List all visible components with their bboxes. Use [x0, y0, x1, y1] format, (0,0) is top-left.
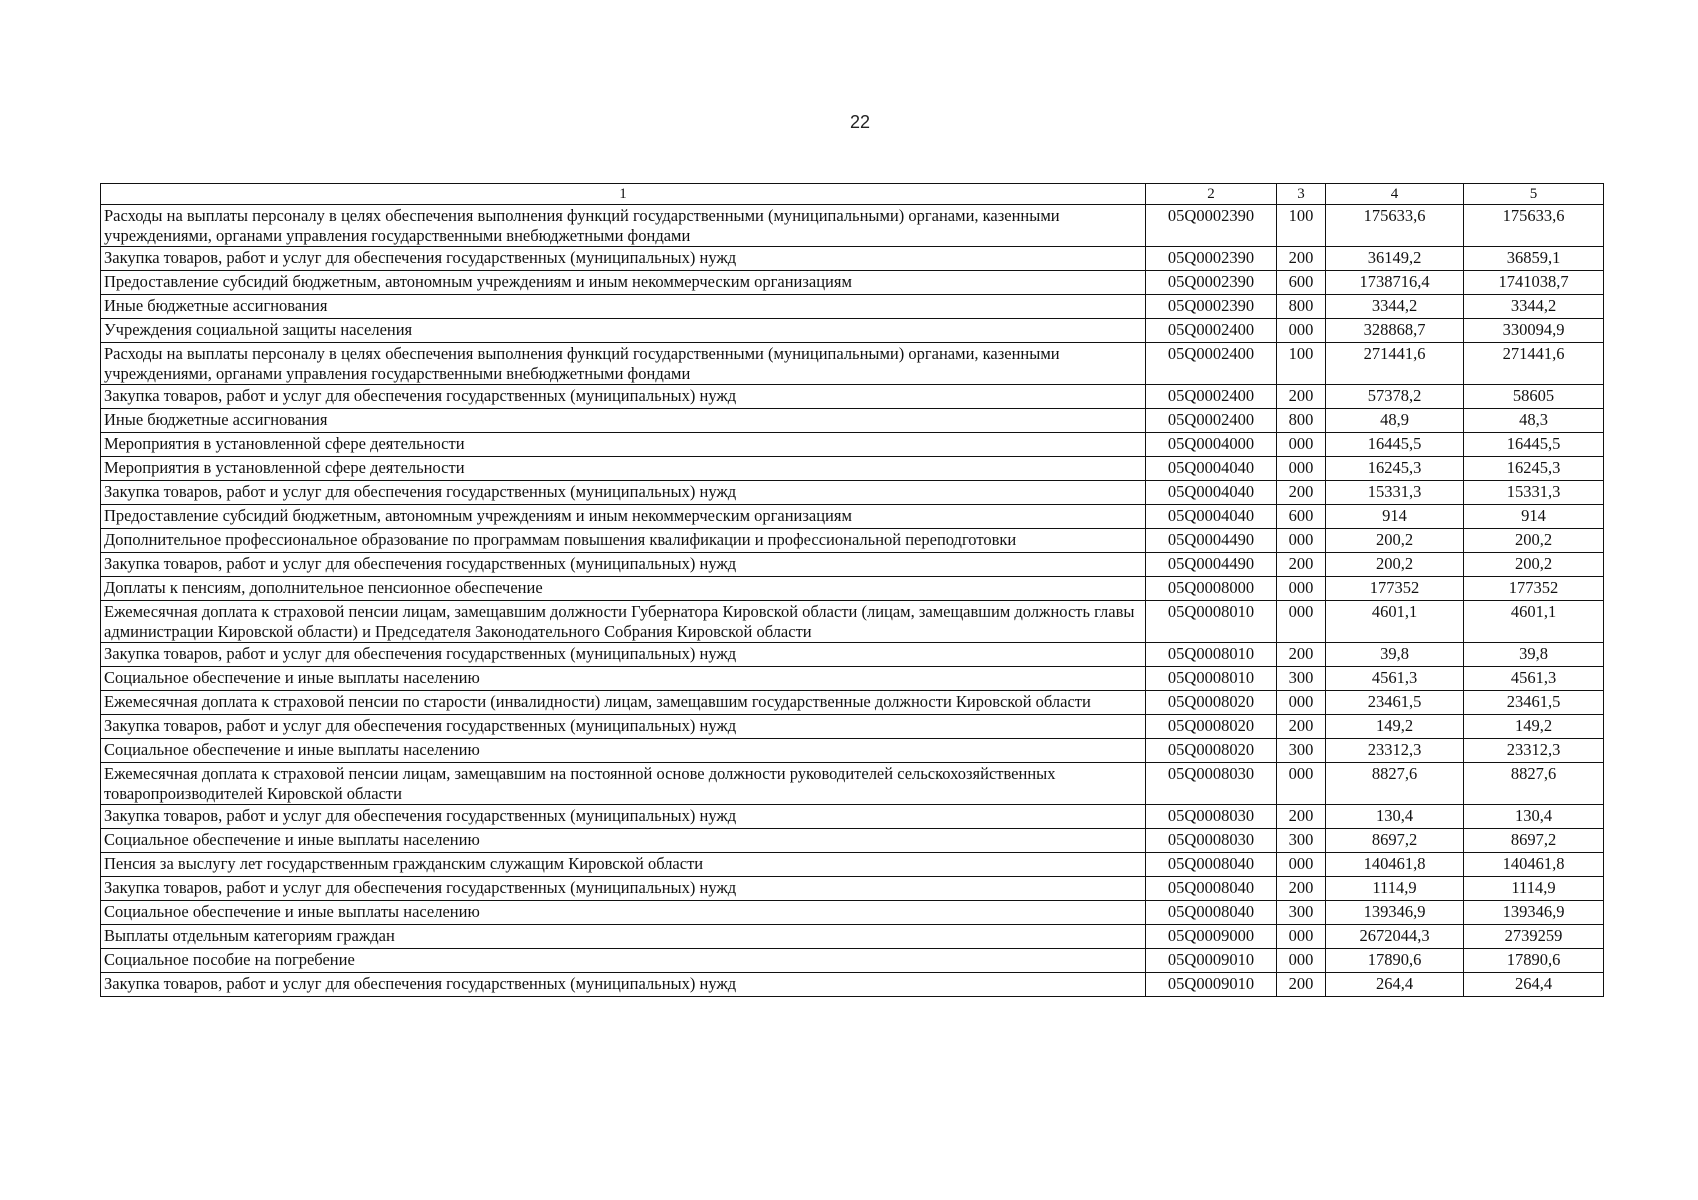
row-name-cell: Закупка товаров, работ и услуг для обеспечения государственных (муниципальных) нужд — [101, 481, 1146, 505]
row-type-cell: 000 — [1277, 853, 1326, 877]
row-name-cell: Иные бюджетные ассигнования — [101, 409, 1146, 433]
table-row — [101, 247, 1604, 271]
table-row — [101, 763, 1604, 805]
row-code-cell: 05Q0004040 — [1146, 457, 1277, 481]
row-name-cell: Мероприятия в установленной сфере деятельности — [101, 433, 1146, 457]
row-value-col4-cell: 48,9 — [1326, 409, 1464, 433]
table-row — [101, 853, 1604, 877]
row-type-cell: 800 — [1277, 295, 1326, 319]
row-value-col4-cell: 4601,1 — [1326, 601, 1464, 643]
row-code-cell: 05Q0008000 — [1146, 577, 1277, 601]
header-row — [101, 184, 1604, 205]
row-value-col4-cell: 39,8 — [1326, 643, 1464, 667]
row-name-cell: Социальное обеспечение и иные выплаты населению — [101, 667, 1146, 691]
row-value-col4-cell: 200,2 — [1326, 529, 1464, 553]
table-row — [101, 205, 1604, 247]
header-col-4: 4 — [1326, 184, 1464, 205]
row-code-cell: 05Q0008030 — [1146, 829, 1277, 853]
row-type-cell: 100 — [1277, 343, 1326, 385]
row-value-col5-cell: 271441,6 — [1464, 343, 1604, 385]
row-code-cell: 05Q0002390 — [1146, 271, 1277, 295]
table-row — [101, 529, 1604, 553]
row-type-cell: 000 — [1277, 925, 1326, 949]
table-row — [101, 643, 1604, 667]
row-name-cell: Расходы на выплаты персоналу в целях обеспечения выполнения функций государственными (муниципальными) органами, казенными учреждениями, органами управления государственными внебюджетными фондами — [101, 205, 1146, 247]
row-value-col5-cell: 8827,6 — [1464, 763, 1604, 805]
row-type-cell: 200 — [1277, 715, 1326, 739]
row-value-col4-cell: 130,4 — [1326, 805, 1464, 829]
row-value-col4-cell: 16245,3 — [1326, 457, 1464, 481]
row-value-col5-cell: 23461,5 — [1464, 691, 1604, 715]
row-value-col4-cell: 271441,6 — [1326, 343, 1464, 385]
row-value-col4-cell: 914 — [1326, 505, 1464, 529]
row-value-col5-cell: 264,4 — [1464, 973, 1604, 997]
row-code-cell: 05Q0009010 — [1146, 949, 1277, 973]
table-row — [101, 973, 1604, 997]
row-name-cell: Социальное обеспечение и иные выплаты населению — [101, 901, 1146, 925]
page-number: 22 — [849, 112, 871, 132]
row-value-col5-cell: 8697,2 — [1464, 829, 1604, 853]
row-code-cell: 05Q0008010 — [1146, 643, 1277, 667]
row-name-cell: Социальное пособие на погребение — [101, 949, 1146, 973]
header-col-1: 1 — [101, 184, 1146, 205]
row-name-cell: Ежемесячная доплата к страховой пенсии лицам, замещавшим должности Губернатора Кировской области (лицам, замещавшим должность главы администрации Кировской области) и Председателя Законодательного Собрания Кировской области — [101, 601, 1146, 643]
header-col-5: 5 — [1464, 184, 1604, 205]
row-code-cell: 05Q0008040 — [1146, 853, 1277, 877]
row-value-col5-cell: 130,4 — [1464, 805, 1604, 829]
row-value-col5-cell: 23312,3 — [1464, 739, 1604, 763]
row-value-col5-cell: 48,3 — [1464, 409, 1604, 433]
row-type-cell: 200 — [1277, 247, 1326, 271]
row-value-col4-cell: 200,2 — [1326, 553, 1464, 577]
row-type-cell: 200 — [1277, 805, 1326, 829]
row-value-col4-cell: 36149,2 — [1326, 247, 1464, 271]
row-value-col4-cell: 16445,5 — [1326, 433, 1464, 457]
row-name-cell: Закупка товаров, работ и услуг для обеспечения государственных (муниципальных) нужд — [101, 247, 1146, 271]
row-code-cell: 05Q0008020 — [1146, 715, 1277, 739]
table-row — [101, 739, 1604, 763]
row-value-col5-cell: 330094,9 — [1464, 319, 1604, 343]
row-value-col4-cell: 149,2 — [1326, 715, 1464, 739]
row-value-col4-cell: 8827,6 — [1326, 763, 1464, 805]
table-row — [101, 949, 1604, 973]
row-code-cell: 05Q0002390 — [1146, 205, 1277, 247]
row-value-col4-cell: 2672044,3 — [1326, 925, 1464, 949]
row-value-col5-cell: 200,2 — [1464, 529, 1604, 553]
row-name-cell: Закупка товаров, работ и услуг для обеспечения государственных (муниципальных) нужд — [101, 385, 1146, 409]
row-code-cell: 05Q0004040 — [1146, 505, 1277, 529]
row-value-col5-cell: 4601,1 — [1464, 601, 1604, 643]
row-value-col5-cell: 15331,3 — [1464, 481, 1604, 505]
row-value-col4-cell: 57378,2 — [1326, 385, 1464, 409]
table-body — [101, 205, 1604, 997]
row-value-col4-cell: 139346,9 — [1326, 901, 1464, 925]
row-code-cell: 05Q0009000 — [1146, 925, 1277, 949]
row-type-cell: 000 — [1277, 577, 1326, 601]
table-row — [101, 601, 1604, 643]
row-type-cell: 000 — [1277, 691, 1326, 715]
row-name-cell: Закупка товаров, работ и услуг для обеспечения государственных (муниципальных) нужд — [101, 973, 1146, 997]
row-name-cell: Пенсия за выслугу лет государственным гражданским служащим Кировской области — [101, 853, 1146, 877]
row-code-cell: 05Q0008030 — [1146, 763, 1277, 805]
row-value-col5-cell: 1741038,7 — [1464, 271, 1604, 295]
row-type-cell: 000 — [1277, 319, 1326, 343]
budget-table — [100, 183, 1604, 997]
row-type-cell: 000 — [1277, 457, 1326, 481]
row-code-cell: 05Q0008020 — [1146, 691, 1277, 715]
row-code-cell: 05Q0002400 — [1146, 343, 1277, 385]
row-value-col5-cell: 4561,3 — [1464, 667, 1604, 691]
table-row — [101, 577, 1604, 601]
row-code-cell: 05Q0008040 — [1146, 877, 1277, 901]
table-row — [101, 271, 1604, 295]
row-value-col5-cell: 914 — [1464, 505, 1604, 529]
row-type-cell: 300 — [1277, 901, 1326, 925]
row-value-col5-cell: 17890,6 — [1464, 949, 1604, 973]
row-value-col4-cell: 8697,2 — [1326, 829, 1464, 853]
row-name-cell: Закупка товаров, работ и услуг для обеспечения государственных (муниципальных) нужд — [101, 877, 1146, 901]
row-name-cell: Предоставление субсидий бюджетным, автономным учреждениям и иным некоммерческим организациям — [101, 271, 1146, 295]
row-code-cell: 05Q0002390 — [1146, 247, 1277, 271]
row-value-col4-cell: 4561,3 — [1326, 667, 1464, 691]
row-code-cell: 05Q0008030 — [1146, 805, 1277, 829]
row-type-cell: 600 — [1277, 505, 1326, 529]
table-row — [101, 433, 1604, 457]
row-value-col4-cell: 3344,2 — [1326, 295, 1464, 319]
table-row — [101, 715, 1604, 739]
row-value-col4-cell: 15331,3 — [1326, 481, 1464, 505]
row-name-cell: Закупка товаров, работ и услуг для обеспечения государственных (муниципальных) нужд — [101, 715, 1146, 739]
table-row — [101, 877, 1604, 901]
row-code-cell: 05Q0002400 — [1146, 385, 1277, 409]
row-type-cell: 600 — [1277, 271, 1326, 295]
header-col-3: 3 — [1277, 184, 1326, 205]
row-value-col5-cell: 140461,8 — [1464, 853, 1604, 877]
row-value-col5-cell: 2739259 — [1464, 925, 1604, 949]
row-value-col5-cell: 58605 — [1464, 385, 1604, 409]
row-type-cell: 800 — [1277, 409, 1326, 433]
row-name-cell: Учреждения социальной защиты населения — [101, 319, 1146, 343]
table-row — [101, 805, 1604, 829]
table-row — [101, 409, 1604, 433]
row-code-cell: 05Q0008020 — [1146, 739, 1277, 763]
row-type-cell: 000 — [1277, 529, 1326, 553]
table-row — [101, 343, 1604, 385]
row-value-col4-cell: 23461,5 — [1326, 691, 1464, 715]
table-row — [101, 385, 1604, 409]
table-row — [101, 553, 1604, 577]
table-row — [101, 505, 1604, 529]
row-name-cell: Расходы на выплаты персоналу в целях обеспечения выполнения функций государственными (муниципальными) органами, казенными учреждениями, органами управления государственными внебюджетными фондами — [101, 343, 1146, 385]
table-row — [101, 691, 1604, 715]
row-value-col4-cell: 1738716,4 — [1326, 271, 1464, 295]
table-row — [101, 319, 1604, 343]
row-type-cell: 300 — [1277, 667, 1326, 691]
row-type-cell: 200 — [1277, 877, 1326, 901]
row-type-cell: 200 — [1277, 481, 1326, 505]
row-name-cell: Предоставление субсидий бюджетным, автономным учреждениям и иным некоммерческим организациям — [101, 505, 1146, 529]
row-code-cell: 05Q0004040 — [1146, 481, 1277, 505]
row-name-cell: Социальное обеспечение и иные выплаты населению — [101, 739, 1146, 763]
row-name-cell: Доплаты к пенсиям, дополнительное пенсионное обеспечение — [101, 577, 1146, 601]
row-value-col5-cell: 39,8 — [1464, 643, 1604, 667]
row-code-cell: 05Q0004490 — [1146, 529, 1277, 553]
row-value-col5-cell: 36859,1 — [1464, 247, 1604, 271]
table-row — [101, 481, 1604, 505]
table-row — [101, 457, 1604, 481]
row-name-cell: Ежемесячная доплата к страховой пенсии лицам, замещавшим на постоянной основе должности руководителей сельскохозяйственных товаропроизводителей Кировской области — [101, 763, 1146, 805]
row-value-col5-cell: 16245,3 — [1464, 457, 1604, 481]
row-code-cell: 05Q0009010 — [1146, 973, 1277, 997]
row-value-col5-cell: 149,2 — [1464, 715, 1604, 739]
row-code-cell: 05Q0008010 — [1146, 601, 1277, 643]
row-type-cell: 100 — [1277, 205, 1326, 247]
row-value-col5-cell: 175633,6 — [1464, 205, 1604, 247]
row-type-cell: 200 — [1277, 973, 1326, 997]
table-header — [101, 184, 1604, 205]
row-code-cell: 05Q0004490 — [1146, 553, 1277, 577]
row-type-cell: 000 — [1277, 601, 1326, 643]
row-name-cell: Мероприятия в установленной сфере деятельности — [101, 457, 1146, 481]
row-type-cell: 200 — [1277, 385, 1326, 409]
row-value-col4-cell: 140461,8 — [1326, 853, 1464, 877]
row-name-cell: Выплаты отдельным категориям граждан — [101, 925, 1146, 949]
table-row — [101, 667, 1604, 691]
row-value-col4-cell: 1114,9 — [1326, 877, 1464, 901]
table-row — [101, 829, 1604, 853]
row-name-cell: Иные бюджетные ассигнования — [101, 295, 1146, 319]
row-value-col5-cell: 200,2 — [1464, 553, 1604, 577]
row-type-cell: 200 — [1277, 553, 1326, 577]
table-row — [101, 295, 1604, 319]
row-type-cell: 300 — [1277, 829, 1326, 853]
row-value-col5-cell: 1114,9 — [1464, 877, 1604, 901]
row-type-cell: 200 — [1277, 643, 1326, 667]
row-code-cell: 05Q0008010 — [1146, 667, 1277, 691]
row-code-cell: 05Q0002390 — [1146, 295, 1277, 319]
row-value-col5-cell: 3344,2 — [1464, 295, 1604, 319]
row-code-cell: 05Q0002400 — [1146, 319, 1277, 343]
row-value-col4-cell: 175633,6 — [1326, 205, 1464, 247]
row-name-cell: Закупка товаров, работ и услуг для обеспечения государственных (муниципальных) нужд — [101, 805, 1146, 829]
header-col-2: 2 — [1146, 184, 1277, 205]
row-code-cell: 05Q0008040 — [1146, 901, 1277, 925]
row-value-col4-cell: 23312,3 — [1326, 739, 1464, 763]
table-row — [101, 925, 1604, 949]
row-name-cell: Социальное обеспечение и иные выплаты населению — [101, 829, 1146, 853]
row-name-cell: Закупка товаров, работ и услуг для обеспечения государственных (муниципальных) нужд — [101, 553, 1146, 577]
row-type-cell: 000 — [1277, 763, 1326, 805]
row-type-cell: 300 — [1277, 739, 1326, 763]
row-code-cell: 05Q0004000 — [1146, 433, 1277, 457]
row-name-cell: Ежемесячная доплата к страховой пенсии по старости (инвалидности) лицам, замещавшим государственные должности Кировской области — [101, 691, 1146, 715]
row-value-col5-cell: 16445,5 — [1464, 433, 1604, 457]
row-value-col4-cell: 328868,7 — [1326, 319, 1464, 343]
row-value-col4-cell: 17890,6 — [1326, 949, 1464, 973]
row-name-cell: Дополнительное профессиональное образование по программам повышения квалификации и профессиональной переподготовки — [101, 529, 1146, 553]
row-value-col5-cell: 177352 — [1464, 577, 1604, 601]
row-value-col5-cell: 139346,9 — [1464, 901, 1604, 925]
table-row — [101, 901, 1604, 925]
row-code-cell: 05Q0002400 — [1146, 409, 1277, 433]
row-type-cell: 000 — [1277, 949, 1326, 973]
row-name-cell: Закупка товаров, работ и услуг для обеспечения государственных (муниципальных) нужд — [101, 643, 1146, 667]
row-value-col4-cell: 177352 — [1326, 577, 1464, 601]
row-type-cell: 000 — [1277, 433, 1326, 457]
row-value-col4-cell: 264,4 — [1326, 973, 1464, 997]
